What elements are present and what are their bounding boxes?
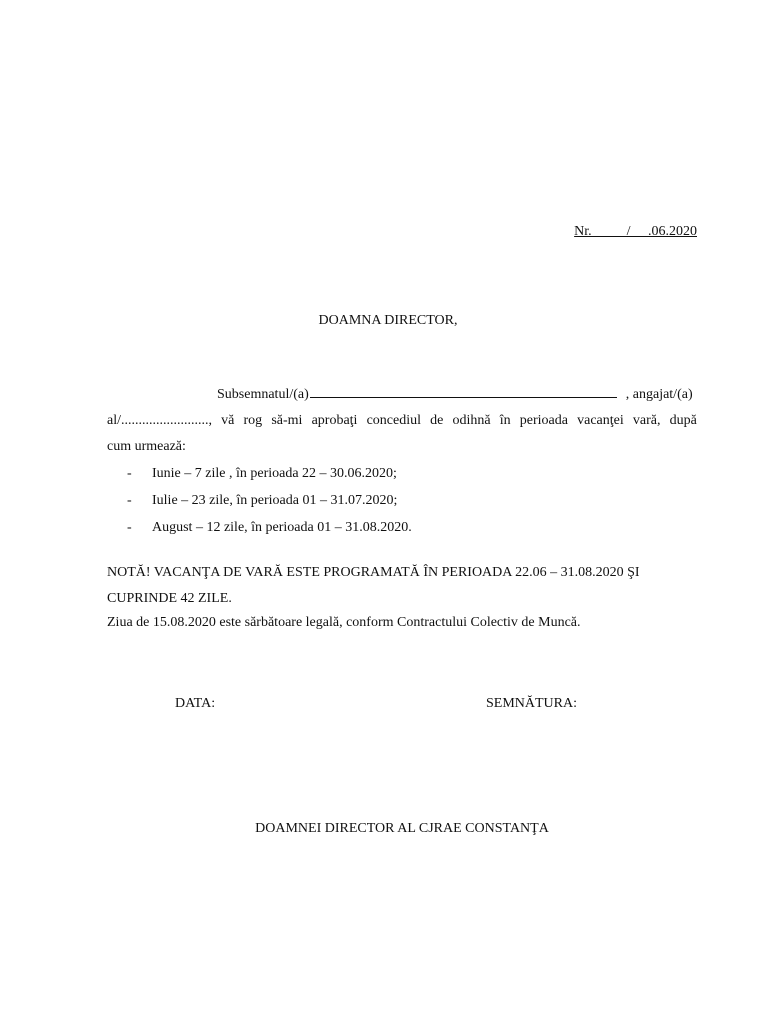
employer-blank: al/........................., <box>107 413 212 428</box>
list-dash: - <box>127 493 132 508</box>
name-blank-line <box>310 383 617 398</box>
request-line-2 <box>107 408 697 434</box>
list-item <box>127 460 412 487</box>
request-word: vară, <box>632 413 661 428</box>
request-word: după <box>669 413 697 428</box>
request-word: rog <box>243 413 263 428</box>
date-label: DATA: <box>175 696 216 711</box>
employee-label: , angajat/(a) <box>625 387 693 402</box>
request-word: să-mi <box>271 413 303 428</box>
legal-holiday-note: Ziua de 15.08.2020 este sărbătoare legală, conform Contractului Colectiv de Muncă. <box>107 615 581 630</box>
list-dash: - <box>127 466 132 481</box>
subsemnatul-label: Subsemnatul/(a) <box>217 387 309 402</box>
request-word: odihnă <box>452 413 491 428</box>
request-word: în <box>499 413 511 428</box>
request-word: concediul <box>366 413 421 428</box>
vacation-note: NOTĂ! VACANŢA DE VARĂ ESTE PROGRAMATĂ ÎN PERIOADA 22.06 – 31.08.2020 ŞI CUPRINDE 42 ZILE. <box>107 565 640 606</box>
list-item-text: August – 12 zile, în perioada 01 – 31.08.2020. <box>152 520 412 535</box>
addressee-heading: DOAMNA DIRECTOR, <box>318 313 458 328</box>
request-line-3: cum urmează: <box>107 439 186 454</box>
request-line-1 <box>107 382 697 408</box>
signature-label: SEMNĂTURA: <box>486 696 578 711</box>
vacation-periods-list <box>127 460 412 541</box>
list-item-text: Iunie – 7 zile , în perioada 22 – 30.06.2020; <box>152 466 397 481</box>
request-word: perioada <box>519 413 568 428</box>
request-word: vacanţei <box>577 413 624 428</box>
request-word: vă <box>221 413 235 428</box>
request-word: de <box>430 413 444 428</box>
list-item <box>127 487 412 514</box>
registration-number: Nr. / .06.2020 <box>574 224 697 239</box>
list-item-text: Iulie – 23 zile, în perioada 01 – 31.07.2020; <box>152 493 398 508</box>
footer-addressee: DOAMNEI DIRECTOR AL CJRAE CONSTANŢA <box>255 821 549 836</box>
list-dash: - <box>127 520 132 535</box>
list-item <box>127 514 412 541</box>
request-word: aprobaţi <box>311 413 358 428</box>
request-paragraph <box>107 382 697 460</box>
